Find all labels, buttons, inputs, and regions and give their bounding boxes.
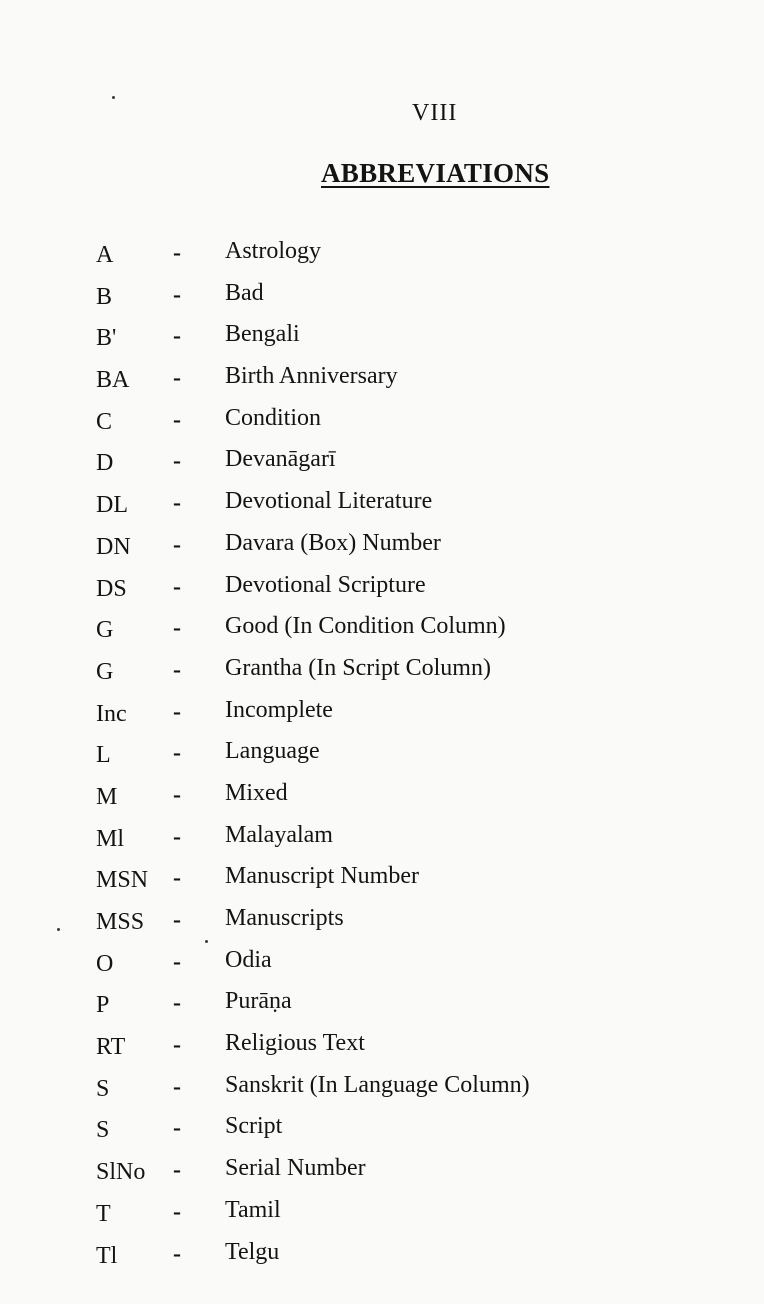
abbreviation-separator: - [173,781,181,808]
abbreviation-entry [0,236,764,278]
abbreviation-meaning: Davara (Box) Number [225,529,441,556]
abbreviation-code: S [96,1117,110,1144]
abbreviation-separator: - [173,365,181,392]
abbreviation-code: P [96,992,110,1019]
abbreviation-meaning: Devanāgarī [225,446,336,473]
abbreviation-entry [0,403,764,445]
abbreviation-code: DS [96,575,127,602]
abbreviation-entry [0,903,764,945]
abbreviation-code: L [96,742,111,769]
abbreviation-entry [0,361,764,403]
abbreviation-meaning: Sanskrit (In Language Column) [225,1071,530,1098]
abbreviation-entry [0,528,764,570]
abbreviation-meaning: Birth Anniversary [225,363,398,390]
abbreviation-separator: - [173,990,181,1017]
abbreviation-separator: - [173,1157,181,1184]
abbreviation-entry [0,945,764,987]
abbreviation-separator: - [173,907,181,933]
abbreviation-meaning: Telgu [225,1238,280,1265]
abbreviation-code: T [96,1200,111,1227]
abbreviation-separator: - [173,865,181,892]
abbreviation-meaning: Condition [225,404,322,431]
abbreviation-separator: - [173,1198,181,1225]
abbreviation-meaning: Odia [225,946,272,973]
abbreviation-entry [0,1028,764,1070]
abbreviation-meaning: Religious Text [225,1030,365,1057]
abbreviation-meaning: Incomplete [225,696,333,723]
abbreviation-entry [0,570,764,612]
abbreviation-meaning: Malayalam [225,821,333,848]
abbreviation-separator: - [173,531,181,558]
abbreviation-meaning: Grantha (In Script Column) [225,654,491,681]
abbreviation-meaning: Bengali [225,321,300,348]
abbreviation-separator: - [173,656,181,683]
abbreviation-separator: - [173,490,181,517]
abbreviation-code: A [96,242,114,268]
abbreviation-separator: - [173,740,181,767]
abbreviation-separator: - [173,448,181,475]
abbreviation-separator: - [173,1115,181,1142]
abbreviation-separator: - [173,281,181,308]
abbreviation-separator: - [173,1032,181,1059]
abbreviation-entry [0,986,764,1028]
abbreviation-code: Inc [96,700,127,727]
abbreviation-code: C [96,408,113,435]
abbreviation-code: MSS [96,909,145,935]
abbreviation-meaning: Devotional Scripture [225,571,426,598]
abbreviation-entry [0,1070,764,1112]
abbreviation-meaning: Devotional Literature [225,488,433,515]
abbreviation-entry [0,1195,764,1237]
paper-speck [112,96,115,99]
abbreviation-entry [0,611,764,653]
abbreviation-separator: - [173,823,181,850]
abbreviation-code: Tl [96,1242,118,1269]
abbreviation-separator: - [173,1240,181,1267]
abbreviation-meaning: Tamil [225,1196,281,1223]
abbreviation-entry [0,486,764,528]
abbreviation-code: M [96,783,118,810]
abbreviation-meaning: Mixed [225,779,288,806]
abbreviation-entry [0,1111,764,1153]
abbreviation-code: SlNo [96,1159,146,1186]
abbreviation-code: DL [96,492,128,519]
abbreviation-separator: - [173,615,181,642]
abbreviation-meaning: Language [225,738,320,765]
abbreviation-code: DN [96,533,131,560]
abbreviation-separator: - [173,573,181,600]
abbreviation-entry [0,736,764,778]
abbreviation-code: O [96,950,114,977]
abbreviation-separator: - [173,698,181,725]
abbreviation-entry [0,653,764,695]
abbreviation-meaning: Astrology [225,238,321,264]
abbreviation-entry [0,319,764,361]
abbreviation-code: RT [96,1034,126,1061]
abbreviation-code: D [96,450,114,477]
abbreviation-meaning: Script [225,1113,283,1140]
abbreviation-separator: - [173,323,181,350]
page-heading: ABBREVIATIONS [321,158,550,188]
abbreviation-entry [0,1237,764,1279]
abbreviation-entry [0,695,764,737]
abbreviation-code: Ml [96,825,125,852]
abbreviation-code: G [96,658,114,685]
abbreviation-entry [0,278,764,320]
abbreviation-entry [0,1153,764,1195]
abbreviation-entry [0,820,764,862]
abbreviation-meaning: Manuscripts [225,905,344,931]
abbreviation-separator: - [173,948,181,975]
abbreviation-separator: - [173,1073,181,1100]
abbreviation-entry [0,444,764,486]
abbreviation-code: B [96,283,113,310]
abbreviation-meaning: Purāṇa [225,988,292,1015]
abbreviation-separator: - [173,240,181,266]
abbreviation-entry [0,778,764,820]
abbreviation-meaning: Manuscript Number [225,863,419,890]
abbreviation-meaning: Bad [225,279,264,306]
abbreviation-code: B' [96,325,117,352]
abbreviation-separator: - [173,406,181,433]
abbreviation-code: BA [96,367,130,394]
page-number: VIII [412,100,458,126]
abbreviation-code: MSN [96,867,149,894]
abbreviation-meaning: Good (In Condition Column) [225,613,506,640]
abbreviation-entry [0,861,764,903]
abbreviation-code: G [96,617,114,644]
abbreviation-code: S [96,1075,110,1102]
abbreviation-list [0,236,764,1278]
abbreviation-meaning: Serial Number [225,1155,366,1182]
